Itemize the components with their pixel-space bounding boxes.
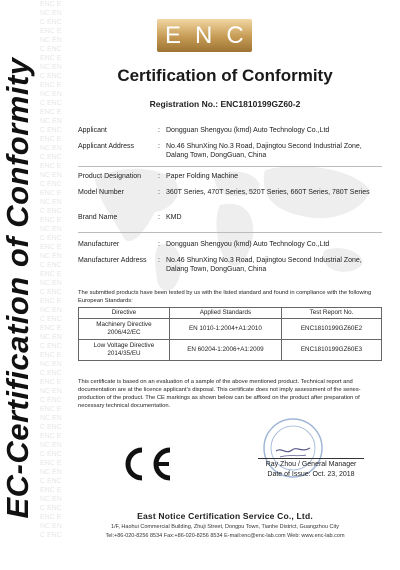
signatory-name: Ray Zhou / General Manager	[265, 461, 357, 468]
field-label: Product Designation	[78, 173, 142, 180]
field-colon: :	[158, 173, 160, 180]
field-value: KMD	[166, 214, 182, 221]
table-cell: ENC1810199GZ60E3	[282, 340, 382, 361]
field-label: Applicant	[78, 127, 107, 134]
ce-mark-icon	[120, 446, 176, 482]
table-cell: ENC1810199GZ60E2	[282, 319, 382, 340]
issue-date: Date of Issue: Oct. 23, 2018	[267, 471, 355, 478]
section-divider	[78, 166, 382, 167]
side-title: EC-Certification of Conformity	[0, 57, 35, 519]
enc-watermark-column: ENC ENC ENC ENC ENC ENC ENC ENC ENC ENC ENC ENC ENC ENC ENC ENC ENC ENC ENC ENC ENC ENC ENC ENC ENC ENC ENC ENC ENC ENC ENC ENC ENC ENC ENC ENC ENC ENC ENC ENC ENC ENC ENC ENC ENC ENC ENC ENC ENC ENC ENC ENC ENC ENC ENC ENC ENC ENC ENC ENC ENC ENC ENC ENC ENC ENC ENC ENC ENC ENC ENC ENC ENC ENC ENC ENC ENC ENC ENC ENC	[40, 1, 62, 539]
field-value: No.46 ShunXing No.3 Road, Dajingtou Second Industrial Zone, Dalang Town, DongGuan, China	[166, 257, 362, 273]
compliance-intro: The submitted products have been tested by us with the listed standard and found in compliance with the following European Standards:	[78, 290, 372, 304]
field-colon: :	[158, 189, 160, 196]
enc-logo-text: ENC	[165, 22, 258, 49]
footer-address: 1/F, Haohui Commercial Building, Zhuji Street, Dongpu Town, Tianhe District, Guangzhou City	[111, 524, 339, 530]
table-header-row	[79, 308, 382, 319]
company-seal-stamp	[262, 417, 324, 479]
field-value: 360T Series, 470T Series, 520T Series, 660T Series, 780T Series	[166, 189, 370, 196]
table-header: Test Report No.	[282, 308, 382, 319]
footer-contact: Tel:+86-020-8256 8534 Fax:+86-020-8256 8534 E-mail:enc@enc-lab.com Web: www.enc-lab.com	[105, 533, 345, 539]
field-value: No.46 ShunXing No.3 Road, Dajingtou Second Industrial Zone, Dalang Town, DongGuan, China	[166, 143, 362, 159]
certificate-disclaimer: This certificate is based on an evaluation of a sample of the above mentioned product. Technical report and documentation are at the licence applicant's disposal. This certificate does not imply assessment of the series-production of the product. The CE markings as shown below can be affixed on the product after preparation of necessary technical documentation.	[78, 379, 361, 409]
field-label: Manufacturer Address	[78, 257, 147, 264]
enc-logo	[157, 19, 258, 52]
table-cell: Machinery Directive 2006/42/EC	[79, 319, 170, 340]
certificate-title: Certification of Conformity	[117, 66, 333, 85]
footer-company-name: East Notice Certification Service Co., Ltd.	[137, 511, 313, 521]
table-header: Directive	[79, 308, 170, 319]
signature-line	[258, 458, 364, 459]
field-value: Dongguan Shengyou (kmd) Auto Technology Co.,Ltd	[166, 127, 330, 134]
field-value: Paper Folding Machine	[166, 173, 238, 180]
table-cell: EN 1010-1:2004+A1:2010	[169, 319, 281, 340]
field-colon: :	[158, 257, 160, 264]
field-colon: :	[158, 241, 160, 248]
field-label: Model Number	[78, 189, 124, 196]
table-row	[79, 319, 382, 340]
registration-number: Registration No.: ENC1810199GZ60-2	[149, 99, 301, 109]
field-colon: :	[158, 214, 160, 221]
field-value: Dongguan Shengyou (kmd) Auto Technology Co.,Ltd	[166, 241, 330, 248]
section-divider	[78, 232, 382, 233]
table-cell: Low Voltage Directive 2014/35/EU	[79, 340, 170, 361]
field-colon: :	[158, 143, 160, 150]
table-cell: EN 60204-1:2006+A1:2009	[169, 340, 281, 361]
standards-table	[78, 307, 382, 361]
table-header: Applied Standards	[169, 308, 281, 319]
field-label: Manufacturer	[78, 241, 120, 248]
table-row	[79, 340, 382, 361]
field-label: Applicant Address	[78, 143, 135, 150]
field-colon: :	[158, 127, 160, 134]
field-label: Brand Name	[78, 214, 118, 221]
